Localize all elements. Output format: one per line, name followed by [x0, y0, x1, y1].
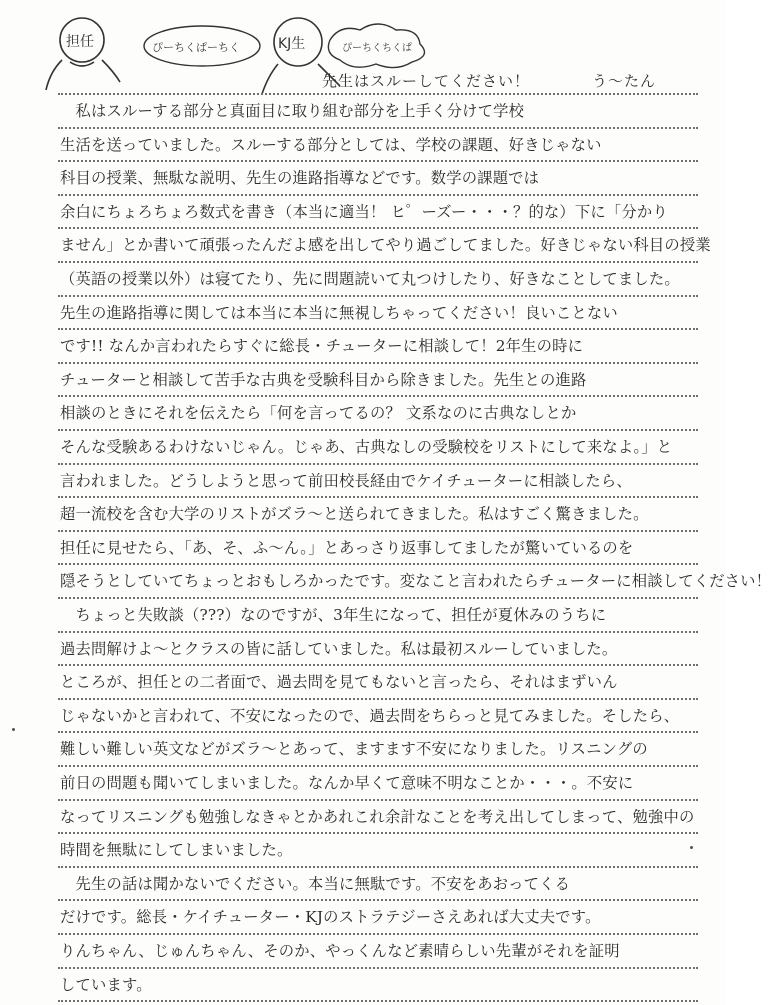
- text-line: 生活を送っていました。スルーする部分としては、学校の課題、好きじゃない: [60, 135, 602, 154]
- text-line: そんな受験あるわけないじゃん。じゃあ、古典なしの受験校をリストにして来なよ。」と: [60, 438, 673, 456]
- student-label: KJ生: [278, 36, 306, 52]
- text-line: 余白にちょろちょろ数式を書き（本当に適当！ ヒ゜ーズー・・・？的な）下に「分かり: [60, 202, 668, 221]
- essay-author: う〜たん: [592, 72, 657, 90]
- text-line: 時間を無駄にしてしまいました。: [60, 841, 293, 860]
- text-line: だけです。総長・ケイチューター・KJのストラテジーさえあれば大丈夫です。: [60, 908, 601, 927]
- text-line: 先生の進路指導に関しては本当に本当に無視しちゃってください！良いことない: [60, 303, 618, 322]
- text-line: 先生の話は聞かないでください。本当に無駄です。不安をあおってくる: [60, 874, 571, 893]
- text-line: ところが、担任との二者面で、過去問を見てもないと言ったら、それはまずいん: [60, 673, 618, 692]
- text-line: 前日の問題も聞いてしまいました。なんか早くて意味不明なことか・・・。不安に: [60, 774, 634, 792]
- text-line: です!! なんか言われたらすぐに総長・チューターに相談して！2年生の時に: [60, 337, 584, 356]
- speech-text-right: ぴーちくちくぱ: [342, 43, 412, 54]
- speech-text-left: ぴーちくぱーちく: [152, 41, 240, 54]
- text-line: りんちゃん、じゅんちゃん、そのか、やっくんなど素晴らしい先輩がそれを証明: [60, 942, 620, 960]
- text-line: なってリスニングも勉強しなきゃとかあれこれ余計なことを考え出してしまって、勉強中の: [60, 807, 695, 826]
- text-line: 隠そうとしていてちょっとおもしろかったです。変なこと言われたらチューターに相談してください！: [60, 572, 771, 591]
- ink-speck: [12, 728, 15, 731]
- text-line: ません」とか書いて頑張ったんだよ感を出してやり過ごしてました。好きじゃない科目の授業: [60, 236, 711, 255]
- text-line: 言われました。どうしようと思って前田校長経由でケイチューターに相談したら、: [60, 471, 632, 490]
- text-line: チューターと相談して苦手な古典を受験科目から除きました。先生との進路: [60, 370, 587, 389]
- text-line: 過去問解けよ〜とクラスの皆に話していました。私は最初スルーしていました。: [60, 639, 618, 658]
- text-line: 相談のときにそれを伝えたら「何を言ってるの？ 文系なのに古典なしとか: [60, 404, 577, 423]
- ink-speck: [690, 846, 693, 849]
- text-line: 担任に見せたら、「あ、そ、ふ〜ん。」とあっさり返事してましたが驚いているのを: [60, 538, 634, 557]
- teacher-label: 担任: [66, 34, 94, 50]
- text-line: しています。: [60, 975, 152, 994]
- teacher-body-drawing: [46, 60, 120, 90]
- text-line: （英語の授業以外）は寝てたり、先に問題読いて丸つけしたり、好きなことしてました。: [60, 270, 680, 288]
- text-line: ちょっと失敗談（???）なのですが、3年生になって、担任が夏休みのうちに: [60, 606, 607, 624]
- text-line: 難しい難しい英文などがズラ〜とあって、ますます不安になりました。リスニングの: [60, 740, 648, 759]
- text-line: じゃないかと言われて、不安になったので、過去問をちらっと見てみました。そしたら、: [60, 706, 680, 725]
- text-line: 超一流校を含む大学のリストがズラ〜と送られてきました。私はすごく驚きました。: [60, 505, 649, 524]
- text-line: 私はスルーする部分と真面目に取り組む部分を上手く分けて学校: [60, 102, 525, 120]
- text-line: 科目の授業、無駄な説明、先生の進路指導などです。数学の課題では: [60, 169, 540, 188]
- essay-title: 先生はスルーしてください！: [322, 72, 531, 90]
